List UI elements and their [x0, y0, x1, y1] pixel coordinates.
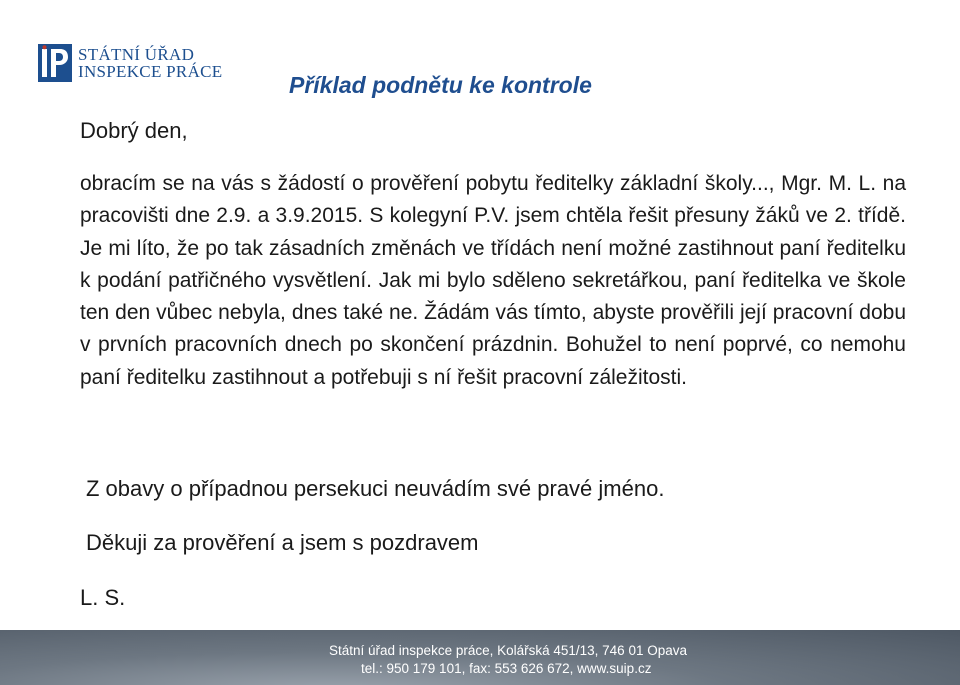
greeting: Dobrý den,: [80, 118, 188, 143]
footer-bar: [0, 630, 960, 685]
footer-address: Státní úřad inspekce práce, Kolářská 451/13, 746 01 Opava: [329, 643, 687, 658]
logo-wordmark: [78, 46, 222, 80]
complaint-body: obracím se na vás s žádostí o prověření pobytu ředitelky základní školy..., Mgr. M. L. na pracovišti dne 2.9. a 3.9.2015. S kolegyní P.V. jsem chtěla řešit přesuny žáků ve 2. třídě. Je mi líto, že po tak zásadních změnách ve třídách není možné zastihnout paní ředitelku k podání patřičného vysvětlení. Jak mi bylo sděleno sekretářkou, paní ředitelka ve škole ten den vůbec nebyla, dnes také ne. Žádám vás tímto, abyste prověřili její pracovní dobu v prvních pracovních dnech po skončení prázdnin. Bohužel to není poprvé, co nemohu paní ředitelku zastihnout a potřebuji s ní řešit pracovní záležitosti.: [80, 172, 906, 389]
suip-logo: [38, 44, 222, 82]
signature: L. S.: [80, 585, 126, 610]
logo-line-2: INSPEKCE PRÁCE: [78, 62, 223, 81]
page-title: Příklad podnětu ke kontrole: [289, 72, 592, 98]
closing-line: Děkuji za prověření a jsem s pozdravem: [86, 530, 479, 555]
suip-logo-icon: [38, 44, 72, 82]
footer-contacts: tel.: 950 179 101, fax: 553 626 672, www.suip.cz: [361, 661, 652, 676]
anonymity-note: Z obavy o případnou persekuci neuvádím své pravé jméno.: [86, 476, 665, 501]
logo-line-1: STÁTNÍ ÚŘAD: [78, 45, 195, 64]
